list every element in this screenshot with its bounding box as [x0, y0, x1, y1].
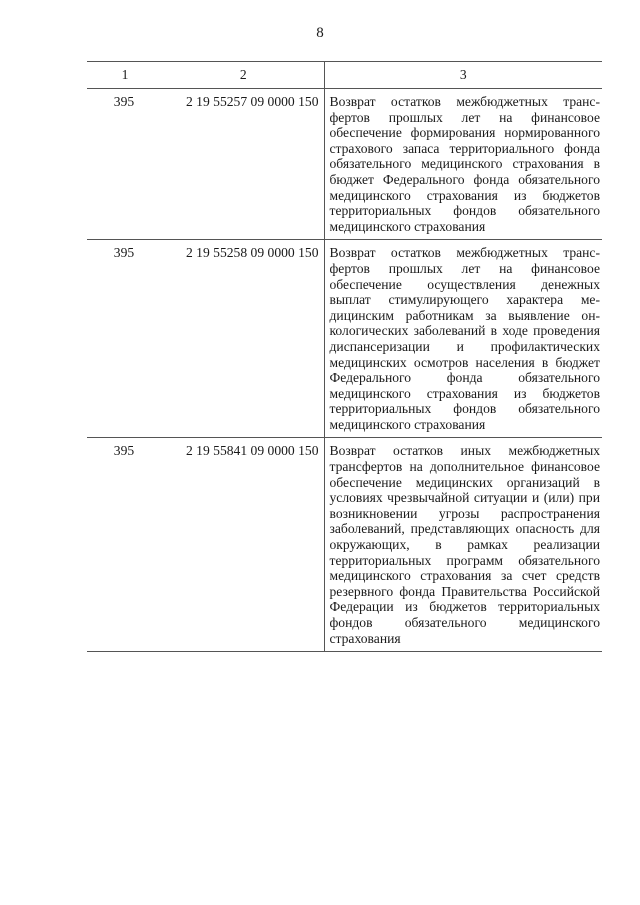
- table-row: [87, 89, 602, 240]
- admin-code-cell: 395: [87, 240, 163, 438]
- kbk-code-cell: 2 19 55257 09 0000 150: [163, 89, 324, 240]
- column-header-1: 1: [87, 62, 163, 89]
- page-number: 8: [316, 25, 324, 41]
- description-cell: Возврат остатков иных межбюджетных трансфертов на дополнительное финансовое обеспечение медицинских организаций в условиях чрезвычайной ситуации и (или) при возникновении угрозы распространения заболеваний, представляющих опасность для окружающих, в рамках реализации территориальных программ обязательного медицинского страхования за счет средств резервного фонда Правительства Российской Федерации из бюджетов территориальных фондов обязательного медицинского страхования: [324, 438, 602, 652]
- description-cell: Возврат остатков межбюджетных трансфертов прошлых лет на финансовое обеспечение формирования нормированного страхового запаса территориального фонда обязательного медицинского страхования в бюджет Федерального фонда обязательного медицинского страхования из бюджетов территориальных фондов обязательного медицинского страхования: [324, 89, 602, 240]
- kbk-code-cell: 2 19 55258 09 0000 150: [163, 240, 324, 438]
- column-header-3: 3: [324, 62, 602, 89]
- table-row: [87, 438, 602, 652]
- admin-code-cell: 395: [87, 89, 163, 240]
- admin-code-cell: 395: [87, 438, 163, 652]
- table-header-row: [87, 62, 602, 89]
- kbk-code-cell: 2 19 55841 09 0000 150: [163, 438, 324, 652]
- description-cell: Возврат остатков межбюджетных трансфертов прошлых лет на финансовое обеспечение осуществления денежных выплат стимулирующего характера медицинским работникам за выявление онкологических заболеваний в ходе проведения диспансеризации и профилактических медицинских осмотров населения в бюджет Федерального фонда обязательного медицинского страхования из бюджетов территориальных фондов обязательного медицинского страхования: [324, 240, 602, 438]
- table-row: [87, 240, 602, 438]
- budget-codes-table: [87, 61, 602, 652]
- column-header-2: 2: [163, 62, 324, 89]
